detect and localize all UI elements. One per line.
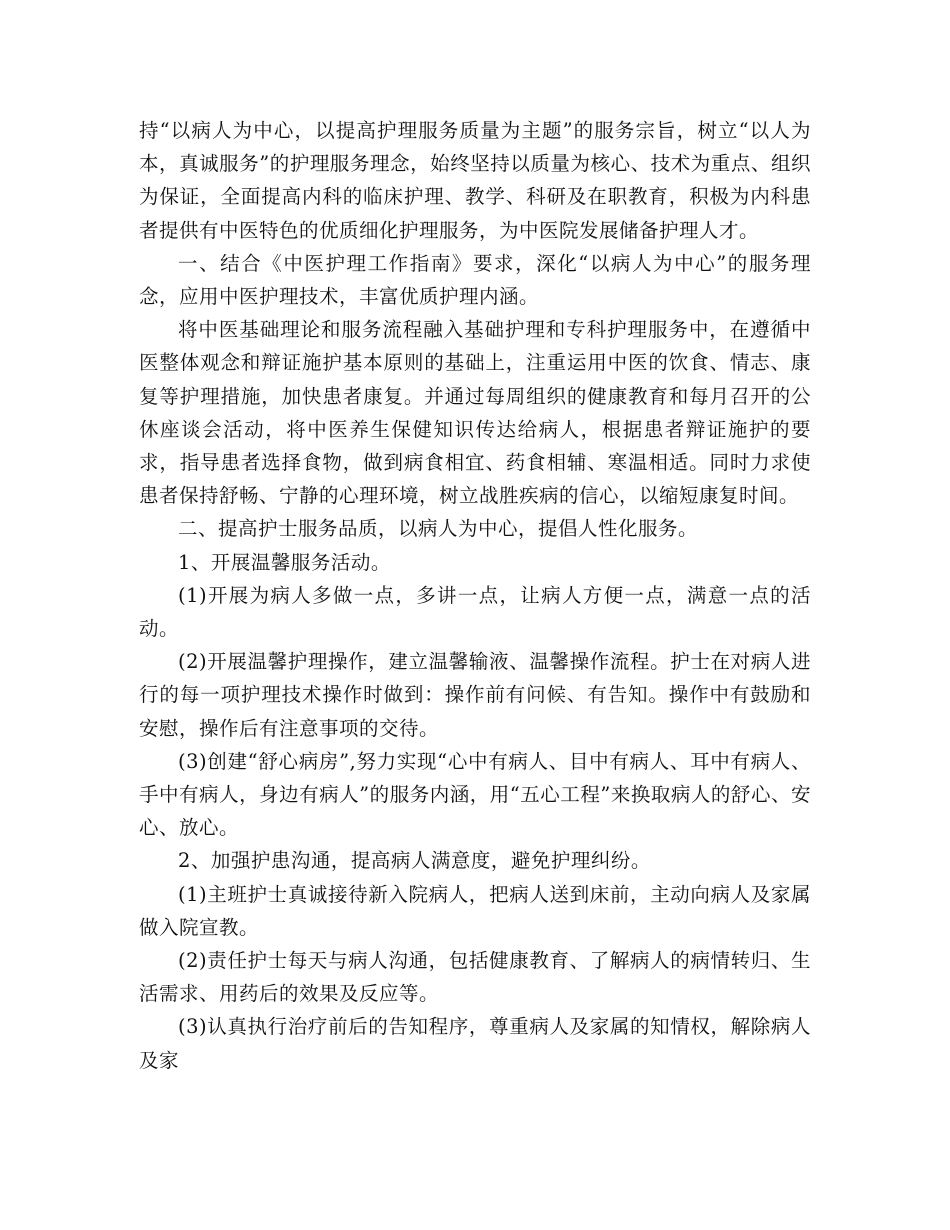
- paragraph-5: 1、开展温馨服务活动。: [178, 550, 391, 574]
- paragraph-1: 持“以病人为中心，以提高护理服务质量为主题”的服务宗旨，树立“以人为本，真诚服务”的护理服务理念，始终坚持以质量为核心、技术为重点、组织为保证，全面提高内科的临床护理、教学、科研及在职教育，积极为内科患者提供有中医特色的优质细化护理服务，为中医院发展储备护理人才。: [139, 119, 811, 242]
- paragraph-2: 一、结合《中医护理工作指南》要求，深化“以病人为中心”的服务理念，应用中医护理技术，丰富优质护理内涵。: [139, 251, 811, 309]
- paragraph-6: (1)开展为病人多做一点，多讲一点，让病人方便一点，满意一点的活动。: [139, 583, 811, 641]
- paragraph-4: 二、提高护士服务品质，以病人为中心，提倡人性化服务。: [178, 517, 699, 541]
- paragraph-3: 将中医基础理论和服务流程融入基础护理和专科护理服务中，在遵循中医整体观念和辩证施护基本原则的基础上，注重运用中医的饮食、情志、康复等护理措施，加快患者康复。并通过每周组织的健康教育和每月召开的公休座谈会活动，将中医养生保健知识传达给病人，根据患者辩证施护的要求，指导患者选择食物，做到病食相宜、药食相辅、寒温相适。同时力求使患者保持舒畅、宁静的心理环境，树立战胜疾病的信心，以缩短康复时间。: [139, 318, 811, 508]
- paragraph-11: (2)责任护士每天与病人沟通，包括健康教育、了解病人的病情转归、生活需求、用药后的效果及反应等。: [139, 949, 811, 1006]
- paragraph-12: (3)认真执行治疗前后的告知程序，尊重病人及家属的知情权，解除病人及家: [139, 1015, 811, 1072]
- paragraph-9: 2、加强护患沟通，提高病人满意度，避免护理纠纷。: [178, 849, 651, 873]
- paragraph-7: (2)开展温馨护理操作，建立温馨输液、温馨操作流程。护士在对病人进行的每一项护理技术操作时做到：操作前有问候、有告知。操作中有鼓励和安慰，操作后有注意事项的交待。: [139, 650, 811, 740]
- paragraph-8: (3)创建“舒心病房”,努力实现“心中有病人、目中有病人、耳中有病人、手中有病人，身边有病人”的服务内涵，用“五心工程”来换取病人的舒心、安心、放心。: [139, 749, 811, 840]
- paragraph-10: (1)主班护士真诚接待新入院病人，把病人送到床前，主动向病人及家属做入院宣教。: [139, 882, 811, 939]
- document-body: [139, 114, 811, 1077]
